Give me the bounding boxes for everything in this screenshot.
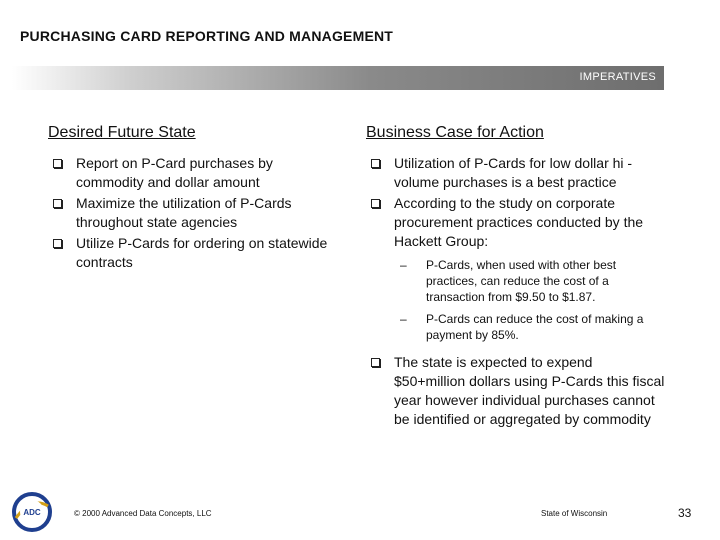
square-bullet-icon	[371, 358, 380, 367]
list-item	[48, 234, 338, 272]
list-item-text: According to the study on corporate procurement practices conducted by the Hackett Group:	[394, 195, 644, 249]
dash-bullet-icon: –	[400, 258, 407, 272]
dash-bullet-icon: –	[400, 312, 407, 326]
square-bullet-icon	[371, 199, 380, 208]
list-item-text: Utilize P-Cards for ordering on statewide contracts	[76, 235, 328, 270]
slide-title: PURCHASING CARD REPORTING AND MANAGEMENT	[20, 28, 394, 44]
list-item	[366, 154, 666, 192]
adc-logo-icon	[12, 492, 52, 532]
list-item-text: Maximize the utilization of P-Cards throughout state agencies	[76, 195, 292, 230]
square-bullet-icon	[53, 239, 62, 248]
right-bullet-list	[366, 154, 666, 429]
imperatives-banner	[12, 66, 664, 90]
list-item	[48, 154, 338, 192]
list-item-text: Utilization of P-Cards for low dollar hi -volume purchases is a best practice	[394, 155, 633, 190]
sub-list-item-text: P-Cards, when used with other best practices, can reduce the cost of a transaction from $9.50 to $1.87.	[426, 258, 617, 304]
list-item	[366, 194, 666, 343]
adc-logo	[12, 492, 52, 532]
page-number: 33	[678, 506, 692, 520]
square-bullet-icon	[53, 159, 62, 168]
right-heading: Business Case for Action	[366, 124, 544, 141]
list-item	[48, 194, 338, 232]
list-item-text: Report on P-Card purchases by commodity and dollar amount	[76, 155, 273, 190]
left-heading: Desired Future State	[48, 124, 196, 141]
sub-bullet-list	[394, 257, 666, 343]
list-item	[366, 353, 666, 429]
list-item-text: The state is expected to expend $50+million dollars using P-Cards this fiscal year however individual purchases cannot be identified or aggregated by commodity	[394, 354, 665, 427]
square-bullet-icon	[53, 199, 62, 208]
sub-list-item-text: P-Cards can reduce the cost of making a payment by 85%.	[426, 312, 644, 342]
desired-future-state-column	[48, 124, 338, 274]
business-case-column	[366, 124, 666, 431]
sub-list-item	[394, 311, 666, 343]
logo-text: ADC	[23, 508, 41, 517]
left-bullet-list	[48, 154, 338, 272]
footer-copyright: © 2000 Advanced Data Concepts, LLC	[74, 509, 212, 518]
footer-organization: State of Wisconsin	[541, 509, 608, 518]
sub-list-item	[394, 257, 666, 305]
banner-label: IMPERATIVES	[579, 71, 656, 83]
square-bullet-icon	[371, 159, 380, 168]
